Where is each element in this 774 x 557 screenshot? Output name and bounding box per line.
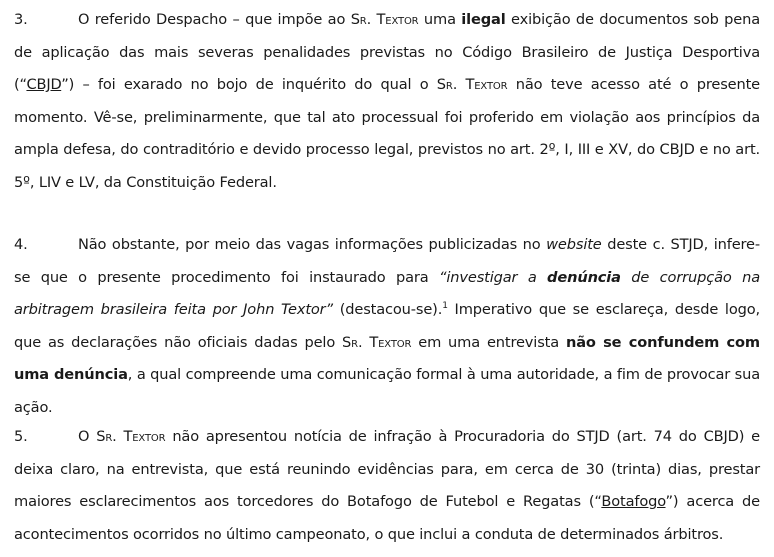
bold-term: não se confundem com uma denúncia [14,333,760,383]
text-segment: ”) – foi exarado no bojo de inquérito do qual o [61,76,437,93]
defined-term-cbjd: CBJD [26,76,62,93]
text-segment: exibição de documentos sob pena de aplicação das mais severas penalidades previstas no Código Brasileiro de Justiça Desportiva (“ [14,11,760,93]
bold-italic-term: denúncia [547,268,621,286]
text-segment: não teve acesso até o presente momento. Vê-se, preliminarmente, que tal ato processual foi proferido em violação aos princípios da ampla defesa, do contraditório e devido processo legal, previstos no art. 2º, I, III e XV, do CBJD e no art. 5º, LIV e LV, da Constituição Federal. [14,76,761,191]
footnote-ref[interactable]: 1 [442,301,448,312]
name-small-caps: Sr. Textor [436,76,508,93]
text-segment: uma [418,11,462,28]
text-segment: (destacou-se). [332,301,443,318]
text-segment: O referido Despacho – que impõe ao [78,11,351,28]
text-segment: O [78,428,97,445]
defined-term-botafogo: Botafogo [601,493,666,510]
name-small-caps: Sr. Textor [96,428,166,445]
quote-italic: de corrupção na arbitragem brasileira feita por John Textor” [14,268,761,318]
name-small-caps: Sr. Textor [342,333,412,351]
paragraph-number: 3. [14,11,28,28]
paragraph-number: 4. [14,236,28,253]
paragraph-3 [14,4,760,199]
text-segment: deste c. STJD, infere-se que o presente procedimento foi instaurado para [14,236,760,286]
paragraph-number: 5. [14,428,28,445]
text-segment: ”) acerca de acontecimentos ocorridos no último campeonato, o que inclui a conduta de determinados árbitros. [14,493,760,543]
text-segment: não apresentou notícia de infração à Procuradoria do STJD (art. 74 do CBJD) e deixa claro, na entrevista, que está reunindo evidências para, em cerca de 30 (trinta) dias, prestar maiores esclarecimentos aos torcedores do Botafogo de Futebol e Regatas (“ [14,428,760,510]
italic-term: website [546,236,602,253]
text-segment: , a qual compreende uma comunicação formal à uma autoridade, a fim de provocar sua ação. [14,366,760,416]
bold-term: ilegal [461,11,506,28]
paragraph-4 [14,229,760,424]
paragraph-5 [14,421,760,551]
text-segment: Não obstante, por meio das vagas informações publicizadas no [78,236,547,253]
text-segment: Imperativo que se esclareça, desde logo, que as declarações não oficiais dadas pelo [14,301,760,351]
text-segment: em uma entrevista [411,333,566,351]
name-small-caps: Sr. Textor [350,11,419,28]
quote-italic: “investigar a [438,268,548,286]
